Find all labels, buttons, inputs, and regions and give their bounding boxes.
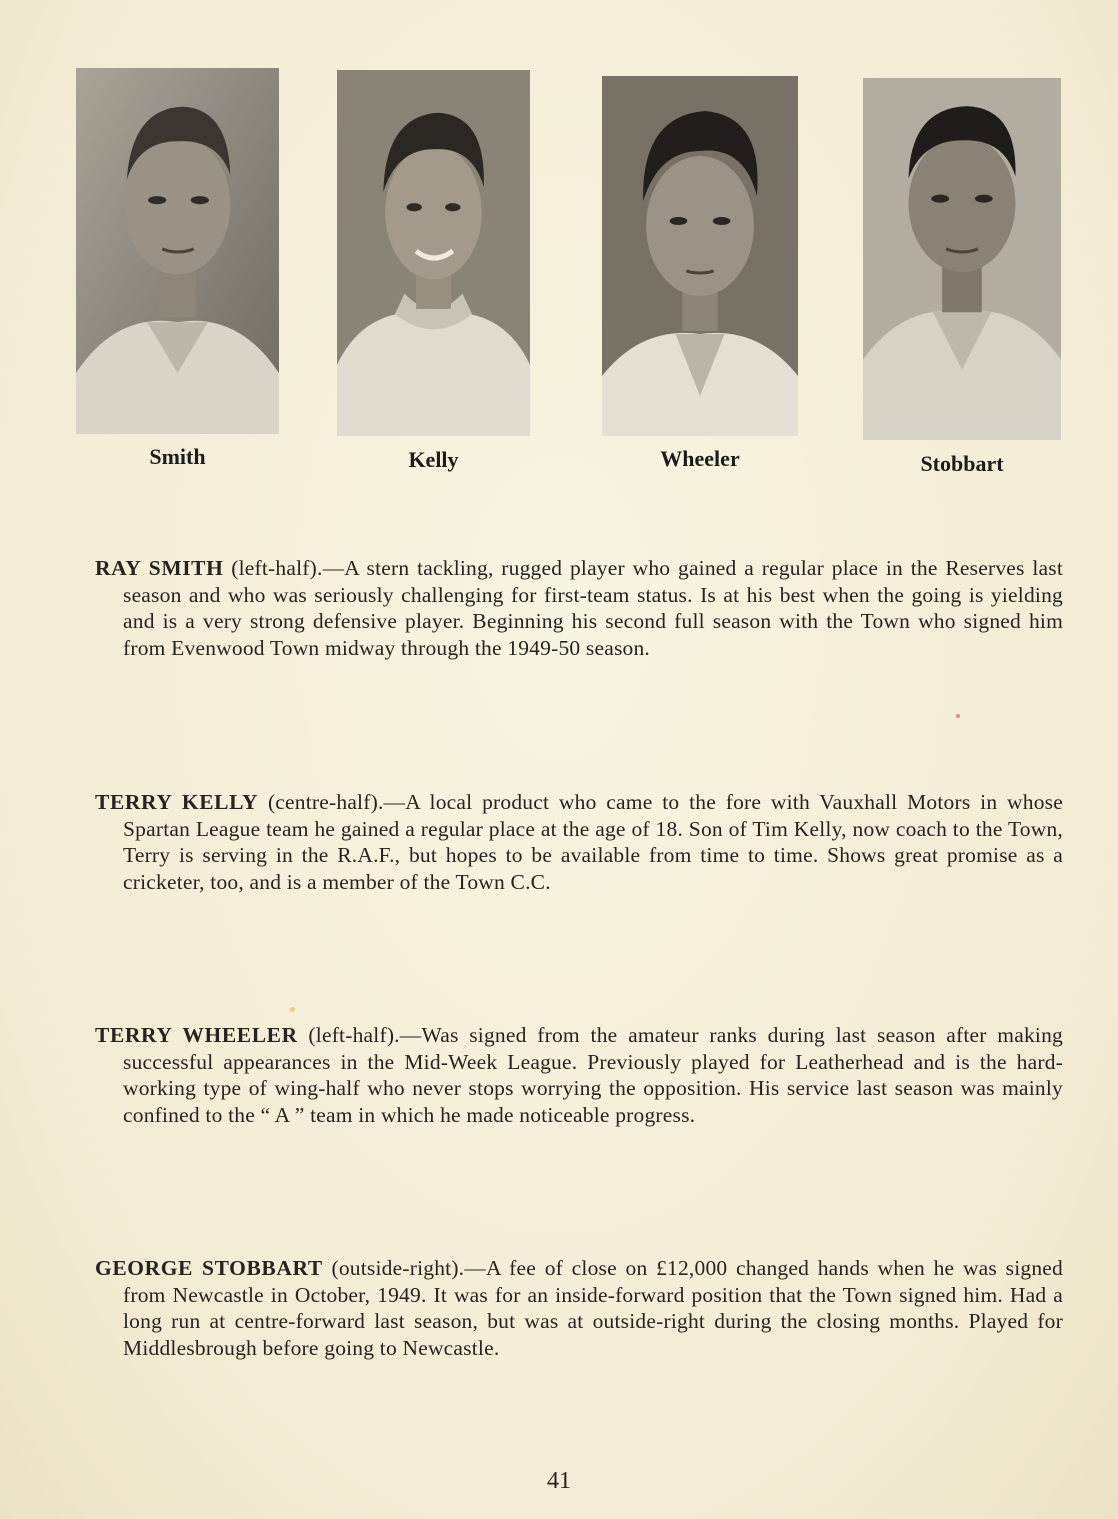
portrait-image [602,76,798,436]
photo-stobbart [863,78,1061,440]
caption-kelly: Kelly [408,447,459,472]
player-name: GEORGE STOBBART [95,1256,323,1280]
print-speck [956,714,960,718]
photo-kelly [337,70,530,436]
player-position: (centre-half). [267,790,384,814]
player-name: TERRY WHEELER [95,1023,298,1047]
player-position: (left-half). [231,556,323,580]
portrait-image [863,78,1061,440]
portrait-image [76,68,279,434]
bio-terry-wheeler [95,1022,1063,1128]
player-name: RAY SMITH [95,556,224,580]
portrait-image [337,70,530,436]
print-speck [290,1007,295,1012]
photo-wheeler [602,76,798,436]
player-bio: —Was signed from the amateur ranks during last season after making successful appearances in the Mid-Week League. Previously played for Leatherhead and is the hard-working type of wing-half who never stops worrying the opposition. His service last season was mainly confined to the “ A ” team in which he made noticeable progress. [123,1023,1064,1127]
bio-terry-kelly [95,789,1063,895]
player-position: (outside-right). [331,1256,465,1280]
player-bio: —A local product who came to the fore with Vauxhall Motors in whose Spartan League team he gained a regular place at the age of 18. Son of Tim Kelly, now coach to the Town, Terry is serving in the R.A.F., but hopes to be available from time to time. Shows great promise as a cricketer, too, and is a member of the Town C.C. [123,790,1063,894]
player-bio: —A stern tackling, rugged player who gained a regular place in the Reserves last season and who was seriously challenging for first-team status. Is at his best when the going is yielding and is a very strong defensive player. Beginning his second full season with the Town who signed him from Evenwood Town midway through the 1949-50 season. [123,556,1064,660]
caption-stobbart: Stobbart [920,451,1004,476]
caption-wheeler: Wheeler [660,446,740,471]
bio-george-stobbart [95,1255,1063,1361]
photo-smith [76,68,279,434]
bio-ray-smith [95,555,1063,661]
player-name: TERRY KELLY [95,790,259,814]
player-position: (left-half). [308,1023,400,1047]
page-number: 41 [547,1468,571,1494]
player-bio: —A fee of close on £12,000 changed hands when he was signed from Newcastle in October, 1949. It was for an inside-forward position that the Town signed him. Had a long run at centre-forward last season, but was at outside-right during the closing months. Played for Middlesbrough before going to Newcastle. [123,1256,1063,1360]
caption-smith: Smith [149,444,206,469]
